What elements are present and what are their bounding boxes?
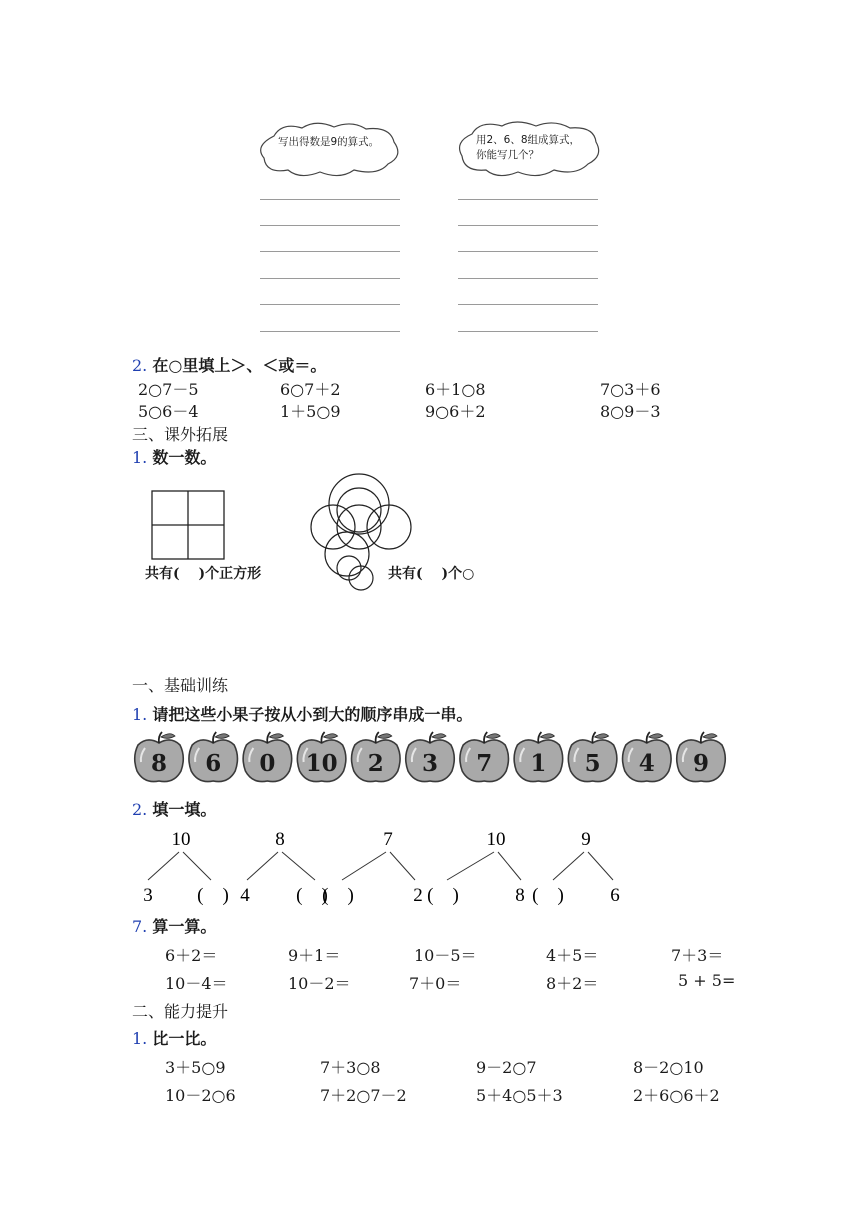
fill-question <box>132 797 216 820</box>
tree-right-part: 2 <box>413 885 423 906</box>
apple-number: 9 <box>692 750 710 777</box>
tree-branch-right <box>390 852 415 880</box>
number-bond-tree <box>322 829 423 906</box>
cloud-outline-icon <box>254 120 404 180</box>
question-number: 7. <box>132 917 148 936</box>
question-number: 1. <box>132 448 148 467</box>
tree-top-number: 10 <box>486 829 506 850</box>
apple-number: 6 <box>205 750 222 777</box>
compare-cell: 7○3＋6 <box>600 380 661 399</box>
cloud-prompt-right <box>454 120 604 180</box>
compare-cell: 6＋1○8 <box>425 380 486 399</box>
tree-left-part: ( ) <box>427 885 459 906</box>
tree-left-part: 3 <box>143 885 153 906</box>
apple-number: 0 <box>259 750 276 777</box>
section-heading: 三、课外拓展 <box>132 425 229 444</box>
compare-cell: 6○7＋2 <box>280 380 341 399</box>
number-bond-tree <box>427 829 525 906</box>
compare-cell: 5＋4○5＋3 <box>476 1086 563 1105</box>
calc-cell: 9＋1＝ <box>288 946 341 965</box>
calc-cell: 6＋2＝ <box>165 946 218 965</box>
number-bond-trees <box>135 827 675 907</box>
question-text: 在○里填上＞、＜或＝。 <box>152 356 327 375</box>
question-number: 1. <box>132 705 148 724</box>
compare-question <box>132 353 326 376</box>
compare-question-2 <box>132 1026 216 1049</box>
tree-right-part: ( ) <box>197 885 229 906</box>
question-number: 2. <box>132 800 148 819</box>
tree-left-part: ( ) <box>532 885 564 906</box>
calc-cell: 8＋2＝ <box>546 974 599 993</box>
calc-question <box>132 914 216 937</box>
count-question <box>132 445 216 468</box>
answer-line <box>260 251 400 252</box>
compare-cell: 8○9－3 <box>600 402 661 421</box>
tree-branch-left <box>247 852 278 880</box>
calc-cell: 5 + 5= <box>678 971 736 990</box>
calc-cell: 10－5＝ <box>414 946 477 965</box>
apples-question <box>132 702 472 725</box>
cloud-prompt-left <box>254 120 404 180</box>
compare-cell: 1＋5○9 <box>280 402 341 421</box>
tree-branch-right <box>498 852 521 880</box>
answer-line <box>458 225 598 226</box>
calc-cell: 10－4＝ <box>165 974 228 993</box>
answer-line <box>260 199 400 200</box>
compare-cell: 2○7－5 <box>138 380 199 399</box>
compare-cell: 7＋2○7－2 <box>320 1086 407 1105</box>
cloud-text-right: 用2、6、8组成算式，你能写几个？ <box>476 134 581 161</box>
tree-branch-left <box>148 852 179 880</box>
apples-row <box>132 731 732 787</box>
apple-number: 3 <box>421 750 439 777</box>
compare-cell: 10－2○6 <box>165 1086 236 1105</box>
question-text: 填一填。 <box>152 800 217 819</box>
question-number: 2. <box>132 356 148 375</box>
answer-line <box>260 304 400 305</box>
section-heading: 一、基础训练 <box>132 676 229 695</box>
tree-right-part: ( ) <box>296 885 328 906</box>
apple-number: 2 <box>367 750 384 777</box>
compare-cell: 5○6－4 <box>138 402 199 421</box>
apple-number: 8 <box>150 750 168 777</box>
question-number: 1. <box>132 1029 148 1048</box>
answer-line <box>458 331 598 332</box>
tree-top-number: 7 <box>383 829 393 850</box>
answer-line <box>458 251 598 252</box>
tree-branch-left <box>342 852 386 880</box>
calc-cell: 4＋5＝ <box>546 946 599 965</box>
tree-left-part: 4 <box>240 885 250 906</box>
compare-cell: 9－2○7 <box>476 1058 537 1077</box>
cloud-text-left: 写出得数是9的算式。 <box>278 136 380 148</box>
number-bond-tree <box>532 829 620 906</box>
compare-cell: 2＋6○6＋2 <box>633 1086 720 1105</box>
compare-cell: 7＋3○8 <box>320 1058 381 1077</box>
compare-cell: 3＋5○9 <box>165 1058 226 1077</box>
squares-count-label: 共有( )个正方形 <box>145 566 262 582</box>
tree-left-part: ( ) <box>322 885 354 906</box>
apple-number: 5 <box>584 750 601 777</box>
tree-branch-right <box>183 852 211 880</box>
question-text: 算一算。 <box>152 917 217 936</box>
tree-top-number: 10 <box>171 829 191 850</box>
circles-count-label: 共有( )个○ <box>388 566 475 582</box>
answer-line <box>260 331 400 332</box>
tree-branch-right <box>282 852 315 880</box>
tree-branch-right <box>588 852 613 880</box>
tree-right-part: 6 <box>610 885 620 906</box>
tree-branch-left <box>553 852 584 880</box>
question-text: 数一数。 <box>152 448 217 467</box>
apple-number: 1 <box>530 750 547 777</box>
compare-cell: 8－2○10 <box>633 1058 704 1077</box>
answer-line <box>458 278 598 279</box>
answer-line <box>260 225 400 226</box>
tree-top-number: 9 <box>581 829 591 850</box>
apple-number: 7 <box>476 750 493 777</box>
answer-line <box>458 199 598 200</box>
tree-right-part: 8 <box>515 885 525 906</box>
answer-line <box>260 278 400 279</box>
calc-cell: 7＋0＝ <box>409 974 462 993</box>
question-text: 请把这些小果子按从小到大的顺序串成一串。 <box>152 705 473 724</box>
calc-cell: 10－2＝ <box>288 974 351 993</box>
question-text: 比一比。 <box>152 1029 217 1048</box>
apple-number: 10 <box>305 750 338 777</box>
apple-number: 4 <box>638 750 655 777</box>
number-bond-tree <box>240 829 328 906</box>
compare-cell: 9○6＋2 <box>425 402 486 421</box>
calc-cell: 7＋3＝ <box>671 946 724 965</box>
answer-line <box>458 304 598 305</box>
number-bond-tree <box>143 829 229 906</box>
section-heading: 二、能力提升 <box>132 1002 229 1021</box>
tree-top-number: 8 <box>275 829 285 850</box>
tree-branch-left <box>447 852 494 880</box>
squares-grid-figure <box>150 489 230 565</box>
